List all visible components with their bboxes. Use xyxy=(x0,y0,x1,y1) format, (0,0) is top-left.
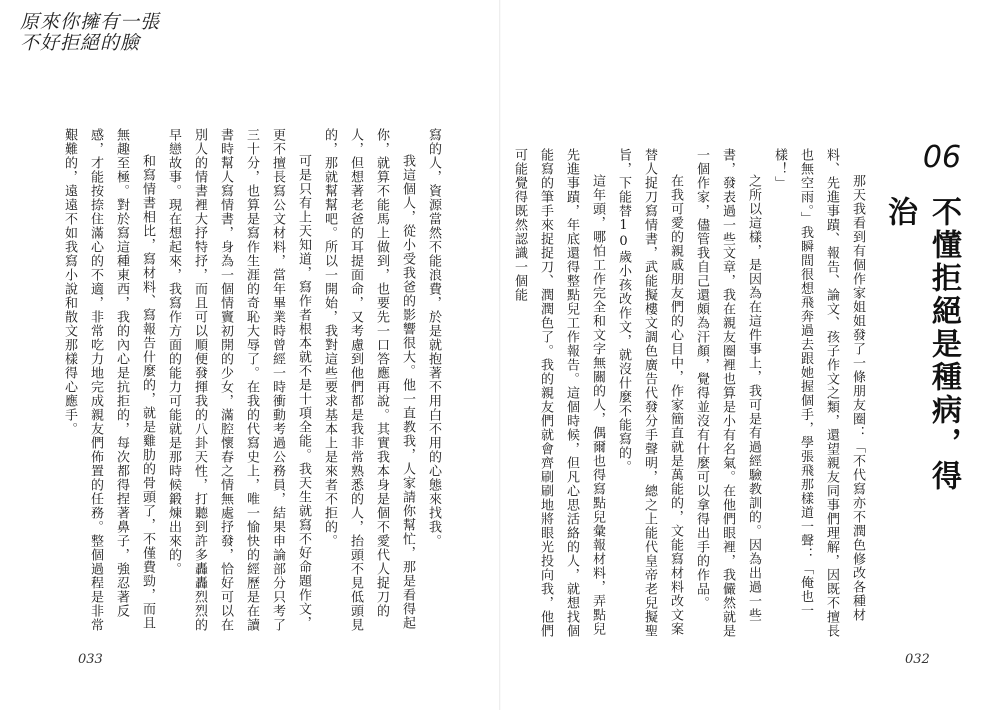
chapter-title: 不懂拒絕是種病，得治 xyxy=(882,196,961,493)
paragraph: 那天我看到有個作家姐姐發了一條朋友圈：「不代寫亦不潤色修改各種材料、先進事蹟、報告、論文、孩子作文之類，還望親友同事們理解，因既不擅長也無空雨。」我瞬間很想飛奔過去跟她握個手，學張飛那樣道一聲：「俺也一樣！」 xyxy=(772,148,865,638)
paragraph: 我這個人，從小受我爸的影響很大。他一直教我，人家請你幫忙，那是看得起你，就算不能馬上做到，也要先一口答應再說。其實我本身是個不愛代人捉刀的人，但想著老爸的耳提面命，又考慮到他們都是我非常熟悉的人，抬頭不見低頭見的，那就幫幫吧。所以一開始，我對這些要求基本上是來者不拒的。 xyxy=(322,128,415,632)
page-number-left: 033 xyxy=(78,652,103,667)
paragraph: 這年頭，哪怕工作完全和文字無關的人，偶爾也得寫點兒彙報材料，弄點兒先進事蹟，年底還得整點兒工作報告。這個時候，但凡心思活絡的人，就想找個能寫的筆手來捉捉刀、潤潤色了。我的親友們就會齊刷刷地將眼光投向我，他們可能覺得既然認識一個能 xyxy=(512,148,605,638)
page-number-right: 032 xyxy=(905,652,930,667)
book-title-logo xyxy=(20,12,180,54)
logo-line-1: 原來你擁有一張 xyxy=(20,11,161,33)
paragraph: 之所以這樣，是因為在這件事上，我可是有過經驗教訓的。因為出過一些書，發表過一些文章，我在親友圈裡也算是小有名氣。在他們眼裡，我儼然就是一個作家，儘管我自己還頗為汗顏，覺得並沒有什麼可以拿得出手的作品。 xyxy=(694,148,761,638)
paragraph: 在我可愛的親戚朋友們的心目中，作家簡直就是萬能的，文能寫材料改文案替人捉刀寫情書，武能擬樓文調色廣告代發分手聲明，總之上能代皇帝老兒擬聖旨，下能替10歲小孩改作文，就沒什麼不能寫的。 xyxy=(616,148,683,638)
page-gutter xyxy=(499,0,501,710)
chapter-number: 06 xyxy=(922,140,962,175)
right-page-body xyxy=(512,148,870,638)
paragraph: 可是只有上天知道，寫作者根本就不是十項全能。我天生就寫不好命題作文，更不擅長寫公文材料，當年畢業時曾經一時衝動考過公務員，結果申論部分只考了三十分，也算是寫作生涯的奇恥大辱了。在我的代寫史上，唯一愉快的經歷是在讀書時幫人寫情書，身為一個情竇初開的少女，滿腔懷春之情無處抒發，恰好可以在別人的情書裡大抒特抒，而且可以順便發揮我的八卦天性，打聽到許多轟轟烈烈的早戀故事。現在想起來，我寫作方面的能力可能就是那時候鍛煉出來的。 xyxy=(166,128,311,632)
left-page-body xyxy=(58,128,446,636)
paragraph: 和寫情書相比，寫材料、寫報告什麼的，就是雞肋的骨頭了，不僅費勁，而且無趣至極。對於寫這種東西，我的內心是抗拒的，每次都得捏著鼻子，強忍著反感，才能按捺住滿心的不適，非常吃力地完成親友們佈置的任務。整個過程是非常艱難的，遠遠不如我寫小說和散文那樣得心應手。 xyxy=(62,128,155,632)
paragraph: 寫的人，資源當然不能浪費，於是就抱著不用白不用的心態來找我。 xyxy=(426,128,441,548)
logo-line-2: 不好拒絕的臉 xyxy=(20,32,141,54)
